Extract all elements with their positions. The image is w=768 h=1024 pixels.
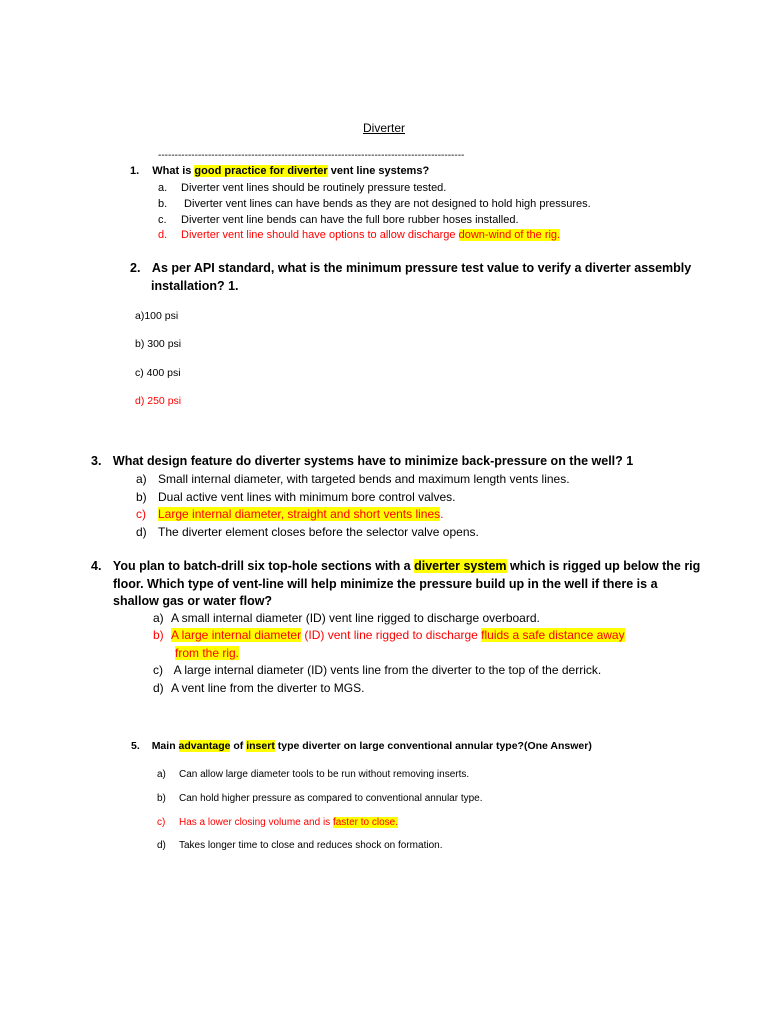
option-label: b. [158,198,168,210]
option-4d [153,681,364,695]
highlighted-text: Large internal diameter, straight and short vents lines [158,507,441,521]
option-4c [153,663,601,677]
option-1c [158,214,519,226]
option-label: c) [136,507,146,521]
question-text-part: vent line systems? [327,165,430,177]
option-5c-answer [157,817,398,828]
option-4b-answer [153,628,625,642]
option-1a [158,182,446,194]
question-1 [130,165,429,177]
option-text: Can hold higher pressure as compared to conventional annular type. [179,793,483,804]
option-label: d) [157,840,166,851]
question-text-part: What is [152,165,195,177]
option-3d [136,525,479,539]
question-number: 4. [91,559,102,573]
option-text: Small internal diameter, with targeted bends and maximum length vents lines. [158,472,570,486]
highlighted-text: insert [246,740,275,752]
question-3 [91,454,633,468]
option-label: c) [157,817,166,828]
option-text: A small internal diameter (ID) vent line rigged to discharge overboard. [171,611,540,625]
option-text: Diverter vent lines can have bends as they are not designed to hold high pressures. [181,198,591,210]
option-label: b) [153,628,164,642]
option-text: (ID) vent line rigged to discharge [301,628,482,642]
option-2c: c) 400 psi [135,367,181,379]
question-number: 2. [130,261,141,275]
question-text: What design feature do diverter systems have to minimize back-pressure on the well? 1 [112,454,634,468]
option-label: b) [157,793,166,804]
question-2 [130,261,691,275]
option-4b-answer-line2 [175,646,239,660]
option-text: The diverter element closes before the selector valve opens. [158,525,479,539]
highlighted-text: diverter system [414,559,507,573]
question-number: 5. [131,740,140,752]
separator-rule: -------------------------------------------------------------------------------------------- [158,150,465,161]
option-label: a) [157,769,166,780]
highlighted-text: down-wind of the rig. [458,229,561,241]
option-label: b) [136,490,147,504]
option-2b: b) 300 psi [135,338,182,350]
highlighted-text: fluids a safe distance away [481,628,625,642]
highlighted-text: good practice for diverter [194,165,328,177]
question-2-line2: installation? 1. [151,279,239,293]
option-text: Dual active vent lines with minimum bore control valves. [158,490,456,504]
question-number: 3. [91,454,102,468]
option-text: Takes longer time to close and reduces shock on formation. [179,840,443,851]
option-text: A vent line from the diverter to MGS. [171,681,365,695]
option-text: Diverter vent lines should be routinely pressure tested. [181,182,447,194]
highlighted-text: from the rig. [175,646,240,660]
question-text-part: which is rigged up below the rig [506,559,701,573]
option-4a [153,611,540,625]
option-label: a) [153,611,164,625]
option-text: A large internal diameter (ID) vents line from the diverter to the top of the derrick. [171,663,602,677]
question-text: As per API standard, what is the minimum pressure test value to verify a diverter assembly [151,261,692,275]
option-3c-answer [136,507,444,521]
question-text-part: type diverter on large conventional annular type?(One Answer) [274,740,592,752]
question-number: 1. [130,165,140,177]
option-3b [136,490,455,504]
option-5d [157,840,442,851]
question-text [113,559,700,573]
question-4-line3: shallow gas or water flow? [113,594,273,608]
question-text-part: Main [151,740,179,752]
page-title: Diverter [362,121,405,135]
option-label: c. [158,214,167,226]
question-text [152,165,429,177]
question-text [152,740,592,752]
option-label: a. [158,182,168,194]
option-text: Has a lower closing volume and is [179,817,333,828]
option-label: c) [153,663,163,677]
option-3a [136,472,570,486]
question-text-part: of [230,740,247,752]
highlighted-text: A large internal diameter [171,628,302,642]
option-5a [157,769,469,780]
option-label: a) [136,472,147,486]
option-label: d. [158,229,168,241]
question-4 [91,559,700,573]
option-text: . [440,507,444,521]
option-5b [157,793,483,804]
question-text-part: You plan to batch-drill six top-hole sections with a [112,559,415,573]
option-text: Can allow large diameter tools to be run without removing inserts. [179,769,470,780]
highlighted-text: advantage [178,740,231,752]
highlighted-text: faster to close. [332,817,398,828]
option-2a: a)100 psi [135,310,179,322]
option-text: Diverter vent line bends can have the full bore rubber hoses installed. [181,214,519,226]
option-1d-answer [158,229,560,241]
option-2d-answer: d) 250 psi [135,395,182,407]
question-4-line2: floor. Which type of vent-line will help minimize the pressure build up in the well if there is a [113,577,658,591]
option-text: Diverter vent line should have options to allow discharge [181,229,459,241]
option-1b [158,198,591,210]
question-5 [131,740,592,752]
option-label: d) [153,681,164,695]
option-label: d) [136,525,147,539]
